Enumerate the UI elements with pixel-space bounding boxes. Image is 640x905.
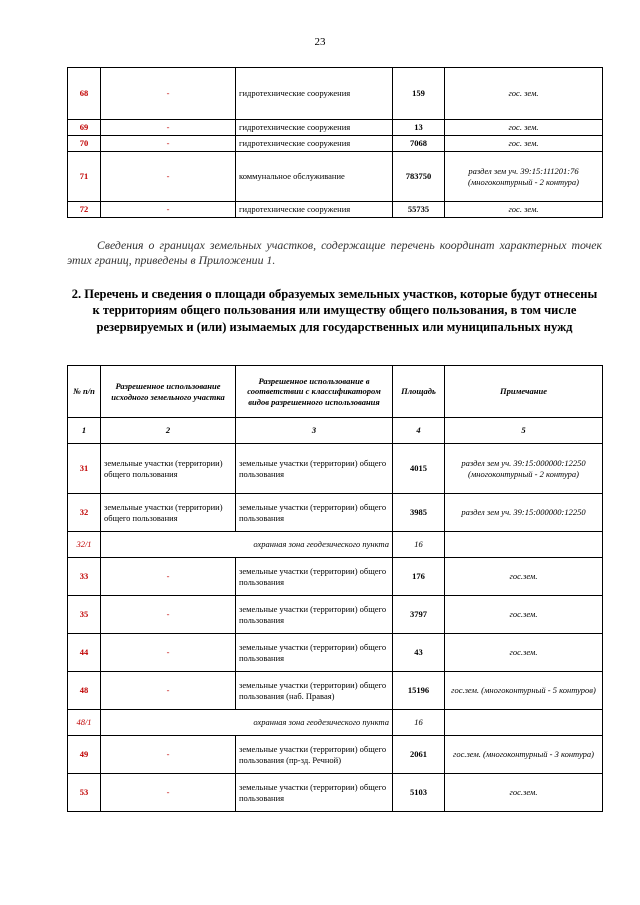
permitted-use: земельные участки (территории) общего пользования xyxy=(236,634,393,672)
note: гос. зем. xyxy=(445,120,603,136)
page-number: 23 xyxy=(314,36,326,48)
table-row xyxy=(68,68,603,120)
original-use: - xyxy=(101,136,236,152)
row-number: 48/1 xyxy=(68,710,101,736)
table-row xyxy=(68,736,603,774)
note-empty xyxy=(445,532,603,558)
permitted-use: гидротехнические сооружения xyxy=(236,68,393,120)
note-empty xyxy=(445,710,603,736)
area: 13 xyxy=(393,120,445,136)
table-row xyxy=(68,152,603,202)
area: 783750 xyxy=(393,152,445,202)
row-number: 68 xyxy=(68,68,101,120)
note: гос. зем. xyxy=(445,136,603,152)
area: 55735 xyxy=(393,202,445,218)
area: 176 xyxy=(393,558,445,596)
header-area: Площадь xyxy=(393,366,445,418)
column-numbers-row xyxy=(68,418,603,444)
table-row xyxy=(68,120,603,136)
area: 7068 xyxy=(393,136,445,152)
original-use: - xyxy=(101,596,236,634)
area: 3797 xyxy=(393,596,445,634)
col-number: 1 xyxy=(68,418,101,444)
table-row xyxy=(68,774,603,812)
permitted-use: гидротехнические сооружения xyxy=(236,202,393,218)
table-row xyxy=(68,444,603,494)
row-number: 44 xyxy=(68,634,101,672)
note: гос. зем. xyxy=(445,202,603,218)
note: гос.зем. (многоконтурный - 3 контура) xyxy=(445,736,603,774)
table-row xyxy=(68,596,603,634)
row-number: 70 xyxy=(68,136,101,152)
table-row xyxy=(68,202,603,218)
original-use: - xyxy=(101,68,236,120)
original-use: - xyxy=(101,152,236,202)
row-number: 49 xyxy=(68,736,101,774)
table-row xyxy=(68,494,603,532)
original-use: - xyxy=(101,120,236,136)
note: раздел зем уч. 39:15:000000:12250 xyxy=(445,494,603,532)
col-number: 2 xyxy=(101,418,236,444)
row-number: 35 xyxy=(68,596,101,634)
permitted-use: земельные участки (территории) общего пользования xyxy=(236,558,393,596)
coordinates-note: Сведения о границах земельных участков, содержащие перечень координат характерных точек этих границ, приведены в Приложении 1. xyxy=(67,238,602,268)
note: гос.зем. xyxy=(445,774,603,812)
original-use: - xyxy=(101,558,236,596)
header-row xyxy=(68,366,603,418)
row-number: 32 xyxy=(68,494,101,532)
row-number: 33 xyxy=(68,558,101,596)
area: 4015 xyxy=(393,444,445,494)
note: гос.зем. xyxy=(445,596,603,634)
permitted-use: коммунальное обслуживание xyxy=(236,152,393,202)
section-title: 2. Перечень и сведения о площади образуемых земельных участков, которые будут отнесены к территориям общего пользования или имуществу общего пользования, в том числе резервируемых и (или) изымаемых для государственных или муниципальных нужд xyxy=(71,287,598,334)
area: 43 xyxy=(393,634,445,672)
public-land-plots-table xyxy=(67,365,603,812)
header-note: Примечание xyxy=(445,366,603,418)
header-original-use: Разрешенное использование исходного земельного участка xyxy=(101,366,236,418)
original-use: - xyxy=(101,672,236,710)
note: гос.зем. xyxy=(445,558,603,596)
permitted-use: гидротехнические сооружения xyxy=(236,136,393,152)
permitted-use: земельные участки (территории) общего пользования (наб. Правая) xyxy=(236,672,393,710)
col-number: 4 xyxy=(393,418,445,444)
permitted-use: земельные участки (территории) общего пользования xyxy=(236,596,393,634)
table-row-zone xyxy=(68,532,603,558)
row-number: 53 xyxy=(68,774,101,812)
permitted-use: земельные участки (территории) общего пользования xyxy=(236,494,393,532)
note: раздел зем уч. 39:15:000000:12250 (многоконтурный - 2 контура) xyxy=(445,444,603,494)
note: гос.зем. xyxy=(445,634,603,672)
area: 2061 xyxy=(393,736,445,774)
protection-zone: охранная зона геодезического пункта xyxy=(101,532,393,558)
area: 15196 xyxy=(393,672,445,710)
area: 16 xyxy=(393,532,445,558)
permitted-use: земельные участки (территории) общего пользования xyxy=(236,444,393,494)
area: 159 xyxy=(393,68,445,120)
col-number: 5 xyxy=(445,418,603,444)
permitted-use: земельные участки (территории) общего пользования (пр-зд. Речной) xyxy=(236,736,393,774)
header-num: № п/п xyxy=(68,366,101,418)
note: гос. зем. xyxy=(445,68,603,120)
row-number: 32/1 xyxy=(68,532,101,558)
area: 16 xyxy=(393,710,445,736)
permitted-use: земельные участки (территории) общего пользования xyxy=(236,774,393,812)
table-row xyxy=(68,672,603,710)
note: раздел зем уч. 39:15:111201:76 (многоконтурный - 2 контура) xyxy=(445,152,603,202)
row-number: 71 xyxy=(68,152,101,202)
original-use: - xyxy=(101,774,236,812)
permitted-use: гидротехнические сооружения xyxy=(236,120,393,136)
table-row xyxy=(68,558,603,596)
area: 3985 xyxy=(393,494,445,532)
row-number: 31 xyxy=(68,444,101,494)
original-use: - xyxy=(101,634,236,672)
original-use: земельные участки (территории) общего пользования xyxy=(101,444,236,494)
note: гос.зем. (многоконтурный - 5 контуров) xyxy=(445,672,603,710)
original-use: - xyxy=(101,736,236,774)
row-number: 69 xyxy=(68,120,101,136)
original-use: земельные участки (территории) общего пользования xyxy=(101,494,236,532)
row-number: 48 xyxy=(68,672,101,710)
protection-zone: охранная зона геодезического пункта xyxy=(101,710,393,736)
area: 5103 xyxy=(393,774,445,812)
table-row-zone xyxy=(68,710,603,736)
original-use: - xyxy=(101,202,236,218)
row-number: 72 xyxy=(68,202,101,218)
land-plots-table-continued xyxy=(67,67,603,218)
header-permitted-use: Разрешенное использование в соответствии с классификатором видов разрешенного использования xyxy=(236,366,393,418)
table-row xyxy=(68,634,603,672)
table-row xyxy=(68,136,603,152)
col-number: 3 xyxy=(236,418,393,444)
